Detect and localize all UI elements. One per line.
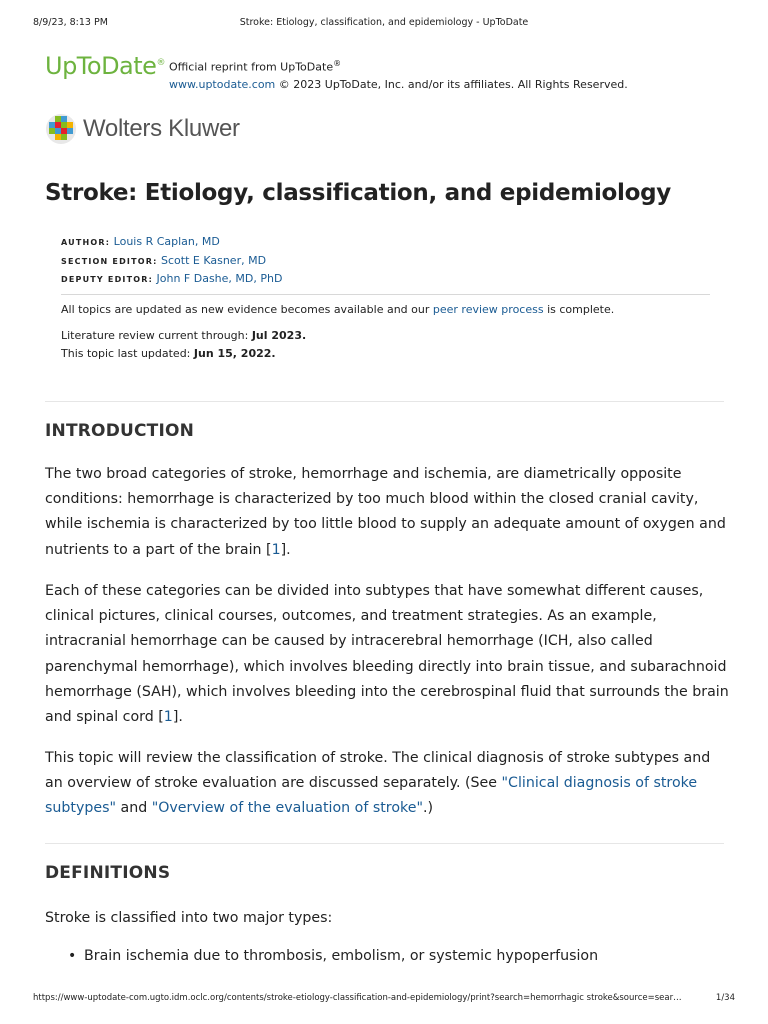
intro-paragraph-2: Each of these categories can be divided into subtypes that have somewhat different causes, clinical pictures, clinical courses, outcomes, and treatment strategies. As an example, intracranial hemorrhage can be caused by intracerebral hemorrhage (ICH, also called parenchymal hemorrhage), which involves bleeding directly into brain tissue, and subarachnoid hemorrhage (SAH), which involves bleeding into the cerebrospinal fluid that surrounds the brain and spinal cord [1].: [45, 583, 729, 726]
list-item: • Brain ischemia due to thrombosis, embolism, or systemic hypoperfusion: [68, 948, 599, 964]
review-note: All topics are updated as new evidence becomes available and our peer review process is complete.: [61, 303, 615, 316]
literature-review-date: Literature review current through: Jul 2023.: [61, 329, 307, 342]
contributor-deputy-editor: [61, 270, 282, 289]
section-heading-introduction: INTRODUCTION: [45, 421, 195, 441]
contributor-section-editor: [61, 252, 282, 271]
section-divider: [45, 843, 724, 844]
contributor-role: SECTION EDITOR:: [61, 256, 158, 266]
print-doc-title: Stroke: Etiology, classification, and epidemiology - UpToDate: [239, 17, 529, 28]
reprint-line: Official reprint from UpToDate: [169, 60, 334, 74]
copyright-text: © 2023 UpToDate, Inc. and/or its affiliates. All Rights Reserved.: [275, 77, 628, 91]
print-datetime: 8/9/23, 8:13 PM: [33, 17, 108, 28]
reprint-notice: Official reprint from UpToDate® www.uptodate.com © 2023 UpToDate, Inc. and/or its affiliates. All Rights Reserved.: [169, 59, 628, 91]
reference-link[interactable]: 1: [163, 709, 173, 726]
brand-row: [45, 52, 735, 92]
wolters-kluwer-logo: [45, 113, 245, 147]
page-number: 1/34: [715, 993, 735, 1003]
section-editor-link[interactable]: Scott E Kasner, MD: [161, 253, 267, 267]
reference-link[interactable]: 1: [271, 541, 281, 558]
page-title: Stroke: Etiology, classification, and epidemiology: [45, 180, 671, 206]
print-url: https://www-uptodate-com.ugto.idm.oclc.org/contents/stroke-etiology-classification-and-epidemiology/print?search=hemorrhagic stroke&source=sear…: [33, 993, 682, 1003]
contributors: [61, 233, 282, 289]
last-updated-date: This topic last updated: Jun 15, 2022.: [61, 347, 276, 360]
bullet-icon: •: [68, 948, 77, 964]
contributor-role: AUTHOR:: [61, 238, 111, 247]
peer-review-link[interactable]: peer review process: [432, 303, 544, 316]
divider: [61, 294, 710, 295]
section-heading-definitions: DEFINITIONS: [45, 863, 171, 883]
definitions-intro: Stroke is classified into two major types:: [45, 910, 333, 926]
intro-paragraph-1: The two broad categories of stroke, hemorrhage and ischemia, are diametrically opposite conditions: hemorrhage is characterized by too much blood within the closed cranial cavity, while ischemia is characterized by too little blood to supply an adequate amount of oxygen and nutrients to a part of the brain [1].: [45, 466, 726, 558]
section-divider: [45, 401, 724, 402]
wolters-kluwer-wordmark: Wolters Kluwer: [83, 115, 240, 142]
contributor-author: [61, 233, 282, 252]
topic-dates: [61, 327, 306, 363]
deputy-editor-link[interactable]: John F Dashe, MD, PhD: [156, 272, 283, 285]
print-header: [0, 17, 768, 33]
print-footer: [0, 993, 768, 1007]
wolters-kluwer-emblem-icon: [45, 113, 77, 145]
author-link[interactable]: Louis R Caplan, MD: [113, 235, 220, 248]
uptodate-logo: UpToDate®: [45, 52, 165, 80]
clinical-diagnosis-link[interactable]: "Clinical diagnosis of stroke subtypes": [45, 775, 698, 817]
contributor-role: DEPUTY EDITOR:: [61, 275, 153, 284]
evaluation-overview-link[interactable]: "Overview of the evaluation of stroke": [151, 800, 423, 817]
intro-paragraph-3: This topic will review the classification of stroke. The clinical diagnosis of stroke subtypes and an overview of stroke evaluation are discussed separately. (See "Clinical diagnosis of stroke subtypes" and "Overview of the evaluation of stroke".): [45, 750, 711, 817]
uptodate-site-link[interactable]: www.uptodate.com: [169, 77, 276, 91]
